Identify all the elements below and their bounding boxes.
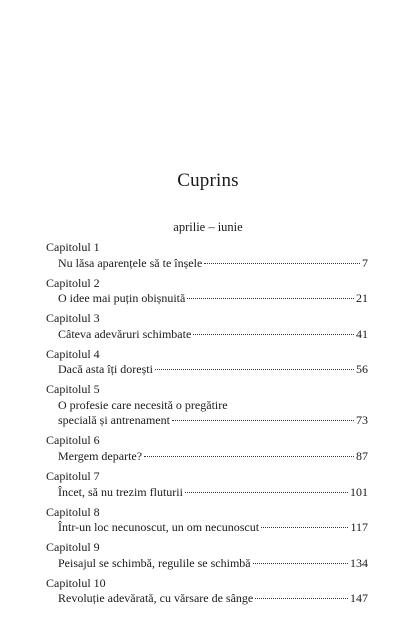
chapter-entry[interactable]	[46, 291, 368, 307]
dot-leader	[204, 263, 360, 264]
chapter-entry[interactable]	[46, 362, 368, 378]
table-of-contents	[46, 240, 368, 611]
chapter-label: Capitolul 5	[46, 382, 100, 397]
toc-chapter-8	[46, 505, 368, 536]
dot-leader	[185, 492, 348, 493]
chapter-label: Capitolul 6	[46, 433, 100, 448]
page-number: 101	[350, 484, 368, 499]
dot-leader	[261, 527, 348, 528]
chapter-title: Peisajul se schimbă, regulile se schimbă	[58, 555, 251, 570]
chapter-label: Capitolul 2	[46, 275, 100, 290]
dot-leader	[144, 456, 354, 457]
chapter-entry[interactable]	[46, 591, 368, 607]
chapter-title: Nu lăsa aparențele să te înșele	[58, 255, 203, 270]
toc-chapter-4	[46, 347, 368, 378]
toc-chapter-5	[46, 382, 368, 429]
toc-chapter-7	[46, 469, 368, 500]
chapter-label: Capitolul 4	[46, 346, 100, 361]
chapter-entry[interactable]	[46, 485, 368, 501]
page-title: Cuprins	[177, 170, 239, 191]
chapter-entry[interactable]	[46, 556, 368, 572]
page-number: 56	[356, 362, 368, 377]
chapter-title: specială și antrenament	[58, 413, 170, 428]
chapter-entry[interactable]	[46, 327, 368, 343]
page-number: 117	[350, 520, 368, 535]
chapter-label: Capitolul 9	[46, 540, 100, 555]
section-heading: aprilie – iunie	[173, 220, 243, 234]
toc-chapter-10	[46, 576, 368, 607]
page-number: 87	[356, 448, 368, 463]
page-number: 21	[356, 291, 368, 306]
dot-leader	[172, 420, 354, 421]
dot-leader	[193, 334, 354, 335]
chapter-entry[interactable]	[46, 256, 368, 272]
chapter-title: Mergem departe?	[58, 448, 143, 463]
page-number: 73	[356, 413, 368, 428]
toc-chapter-6	[46, 433, 368, 464]
page-number: 7	[362, 255, 368, 270]
chapter-label: Capitolul 1	[46, 240, 100, 254]
chapter-label: Capitolul 3	[46, 311, 100, 326]
chapter-label: Capitolul 10	[46, 575, 106, 590]
chapter-entry[interactable]	[46, 449, 368, 465]
toc-chapter-9	[46, 540, 368, 571]
dot-leader	[255, 598, 348, 599]
chapter-label: Capitolul 7	[46, 469, 100, 484]
chapter-title: Câteva adevăruri schimbate	[58, 326, 192, 341]
toc-chapter-1	[46, 240, 368, 271]
page-number: 41	[356, 326, 368, 341]
toc-chapter-3	[46, 311, 368, 342]
chapter-title-line-1: O profesie care necesită o pregătire	[58, 397, 228, 412]
chapter-title: O idee mai puțin obișnuită	[58, 291, 186, 306]
chapter-label: Capitolul 8	[46, 504, 100, 519]
toc-chapter-2	[46, 276, 368, 307]
chapter-title: Dacă asta îți dorești	[58, 362, 153, 377]
dot-leader	[187, 298, 354, 299]
page-number: 147	[350, 591, 368, 606]
dot-leader	[155, 369, 354, 370]
page-number: 134	[350, 555, 368, 570]
chapter-entry[interactable]	[46, 398, 368, 429]
dot-leader	[253, 563, 348, 564]
chapter-title: Într-un loc necunoscut, un om necunoscut	[58, 520, 260, 535]
chapter-title: Încet, să nu trezim fluturii	[58, 484, 183, 499]
chapter-title: Revoluție adevărată, cu vărsare de sânge	[58, 591, 254, 606]
chapter-entry[interactable]	[46, 520, 368, 536]
